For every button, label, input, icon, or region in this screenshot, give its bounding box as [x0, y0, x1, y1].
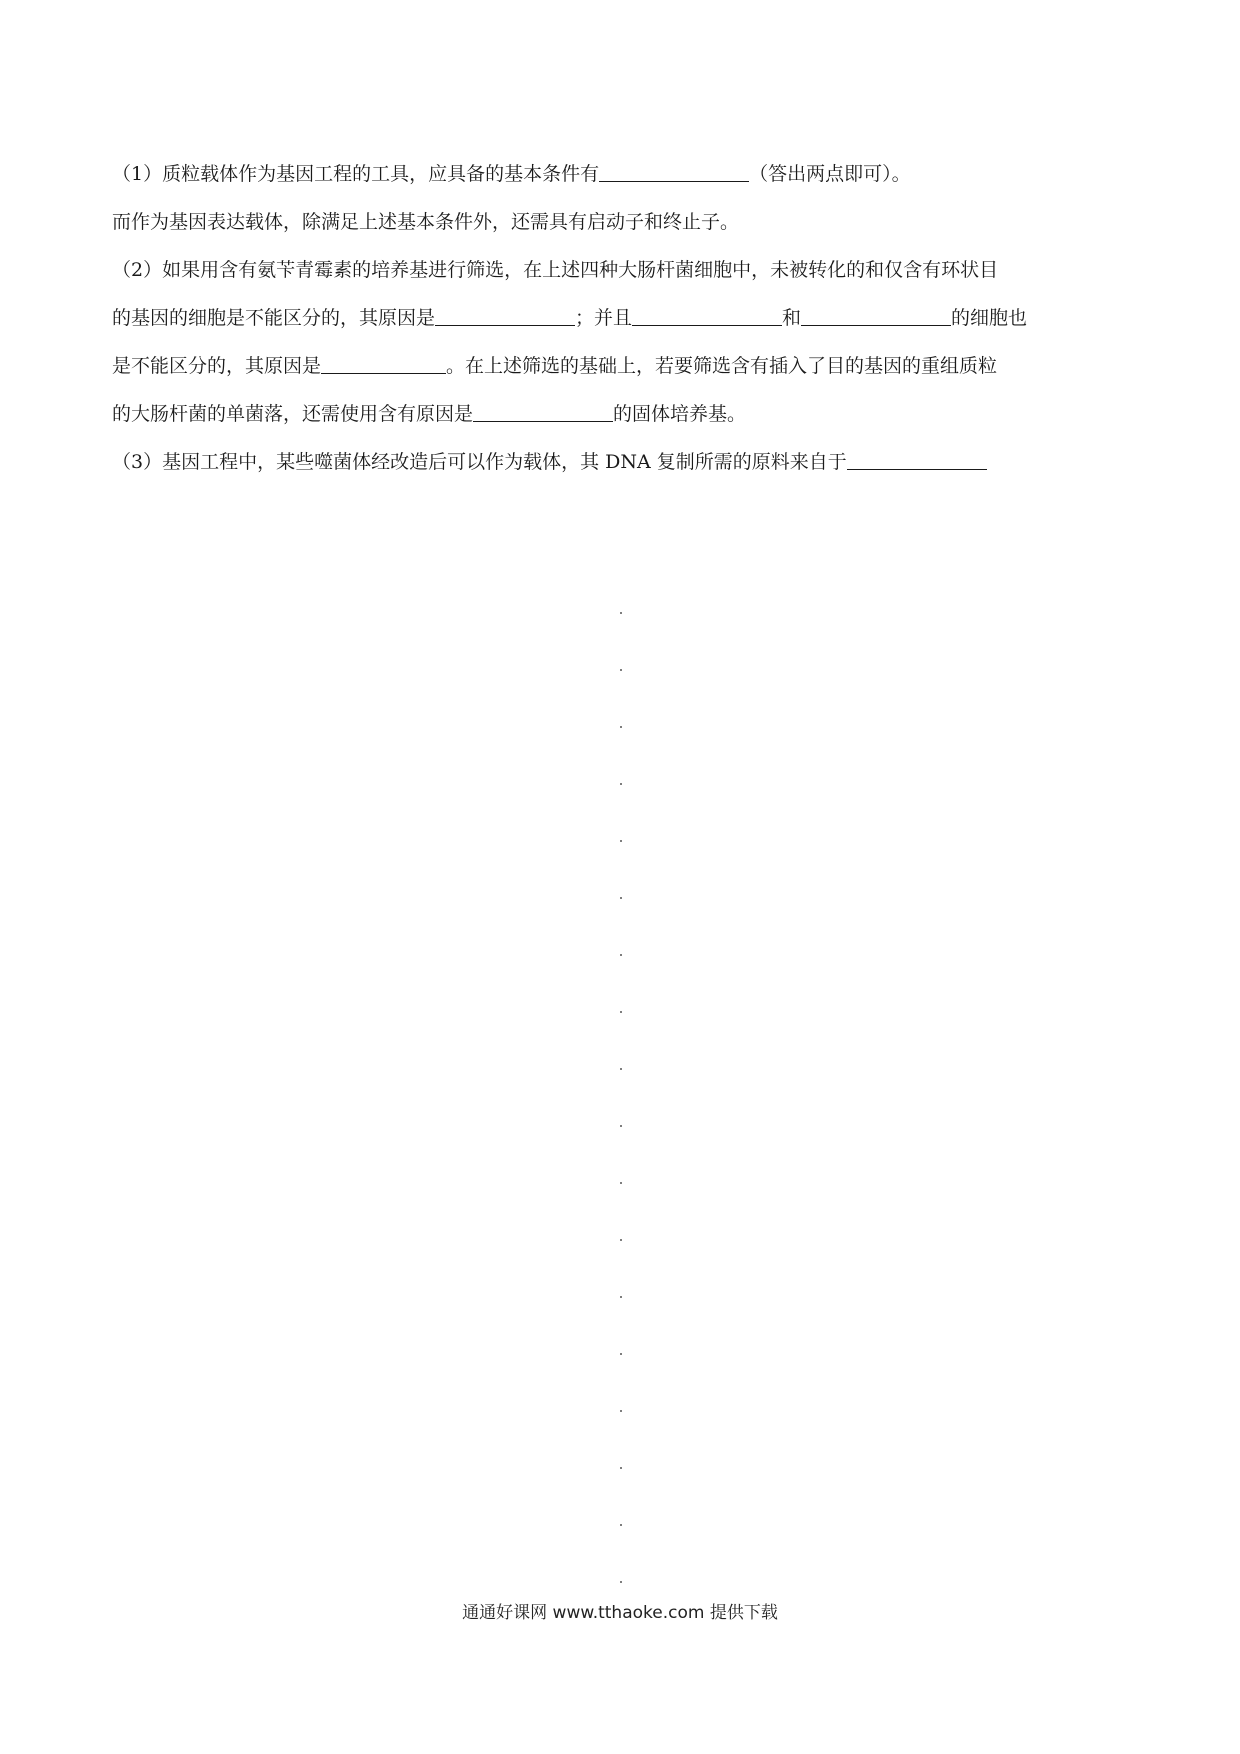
fold-dot [620, 669, 622, 671]
fold-dot [620, 1182, 622, 1184]
part2-text-2d: 的细胞也 [951, 307, 1028, 329]
fold-dot [620, 840, 622, 842]
answer-blank-1[interactable] [599, 161, 749, 182]
fold-dot [620, 783, 622, 785]
part1-line1 [112, 150, 1132, 198]
answer-blank-2[interactable] [435, 305, 575, 326]
answer-blank-6[interactable] [473, 401, 613, 422]
fold-dot [620, 1011, 622, 1013]
answer-blank-7[interactable] [847, 449, 987, 470]
part2-line4 [112, 390, 1132, 438]
part2-text-4b: 的固体培养基。 [613, 403, 747, 425]
fold-dot [620, 1353, 622, 1355]
part1-note: （答出两点即可）。 [749, 163, 911, 185]
part2-line1 [112, 246, 1132, 294]
part3-line1 [112, 438, 1132, 486]
part2-line2 [112, 294, 1132, 342]
fold-dot [620, 897, 622, 899]
fold-dot [620, 1524, 622, 1526]
fold-dot [620, 1068, 622, 1070]
part3-text: （3）基因工程中，某些噬菌体经改造后可以作为载体，其 DNA 复制所需的原料来自于 [112, 451, 847, 473]
fold-dot [620, 1296, 622, 1298]
answer-blank-5[interactable] [321, 353, 446, 374]
part1-text-2: 而作为基因表达载体，除满足上述基本条件外，还需具有启动子和终止子。 [112, 211, 740, 233]
fold-dot [620, 612, 622, 614]
fold-dot [620, 1239, 622, 1241]
answer-blank-4[interactable] [801, 305, 951, 326]
part2-line3 [112, 342, 1132, 390]
part2-text-2b: ；并且 [575, 307, 633, 329]
part2-text-3b: 。在上述筛选的基础上，若要筛选含有插入了目的基因的重组质粒 [446, 355, 998, 377]
part2-text-1: （2）如果用含有氨苄青霉素的培养基进行筛选，在上述四种大肠杆菌细胞中，未被转化的和仅含有环状目 [112, 259, 999, 281]
part2-text-2c: 和 [782, 307, 802, 329]
fold-dot [620, 1410, 622, 1412]
part1-text: （1）质粒载体作为基因工程的工具，应具备的基本条件有 [112, 163, 600, 185]
part1-line2 [112, 198, 1132, 246]
fold-dot [620, 726, 622, 728]
fold-dot [620, 1467, 622, 1469]
part2-text-4a: 的大肠杆菌的单菌落，还需使用含有原因是 [112, 403, 474, 425]
answer-blank-3[interactable] [632, 305, 782, 326]
question-body [112, 150, 1132, 486]
part2-text-3a: 是不能区分的，其原因是 [112, 355, 322, 377]
part2-text-2a: 的基因的细胞是不能区分的，其原因是 [112, 307, 436, 329]
page-footer: 通通好课网 www.tthaoke.com 提供下载 [462, 1603, 778, 1623]
fold-dot [620, 1581, 622, 1583]
fold-dot [620, 954, 622, 956]
fold-dot [620, 1125, 622, 1127]
